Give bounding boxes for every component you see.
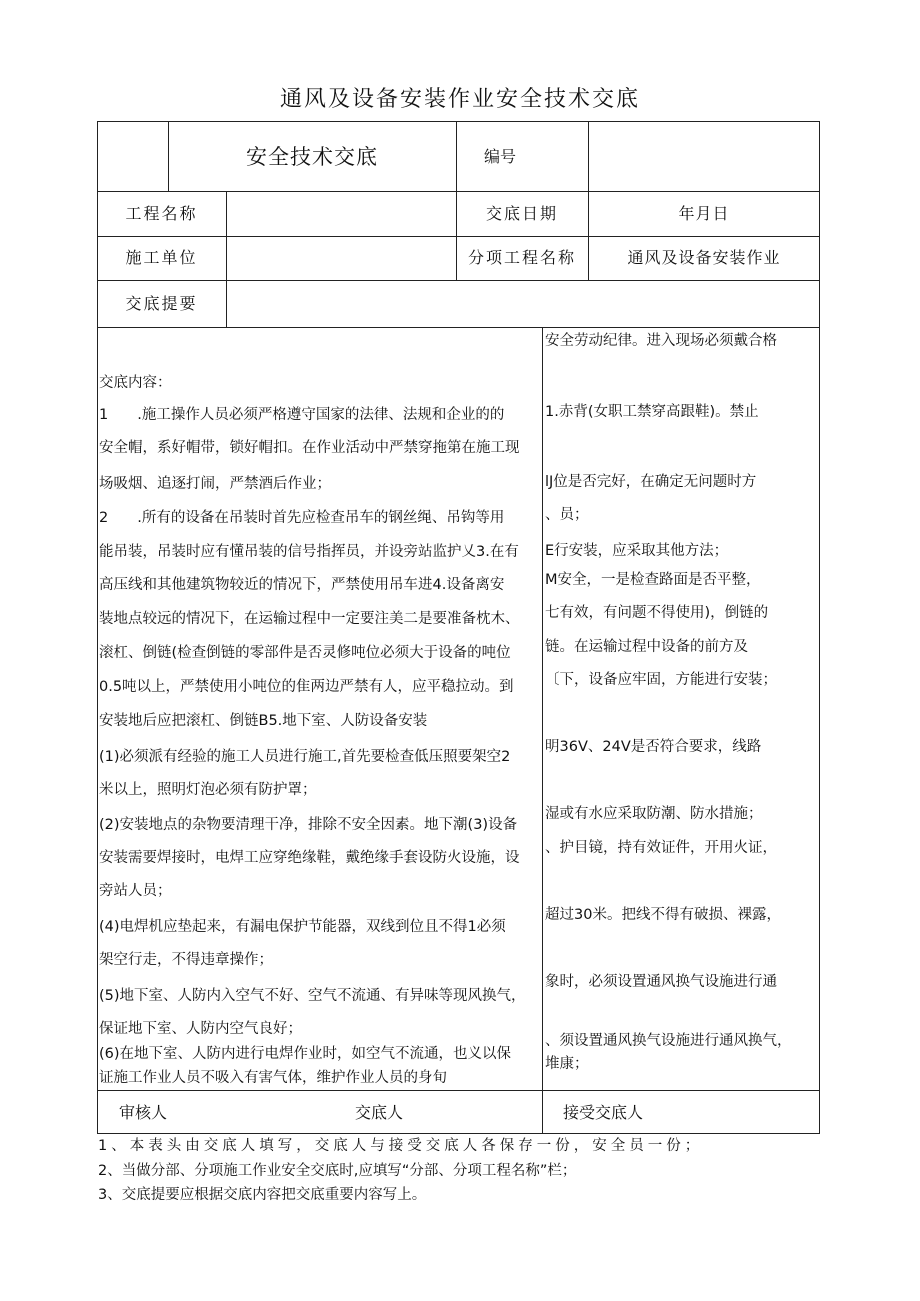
date-label: 交底日期 bbox=[485, 204, 558, 223]
content-line: 、须设置通风换气设施进行通风换气， bbox=[545, 1033, 792, 1049]
content-line: 能吊装，吊装时应有懂吊装的信号指挥员，并设旁站监护乂3.在有 bbox=[99, 544, 519, 560]
content-line: 场吸烟、追逐打闹，严禁酒后作业； bbox=[99, 476, 331, 492]
content-line: 0.5吨以上，严禁使用小吨位的隹两边严禁有人，应平稳拉动。到 bbox=[99, 679, 514, 695]
column-divider bbox=[456, 121, 457, 191]
content-line: 链。在运输过程中设备的前方及 bbox=[545, 639, 748, 655]
content-line: 安全帽，系好帽带，锁好帽扣。在作业活动中严禁穿拖第在施工现 bbox=[99, 440, 520, 456]
content-line: E行安装，应采取其他方法； bbox=[545, 543, 729, 559]
content-line: 明36V、24V是否符合要求，线路 bbox=[545, 739, 762, 755]
content-line: 象时，必须设置通风换气设施进行通 bbox=[545, 974, 777, 990]
column-divider bbox=[588, 121, 589, 191]
footnote: 3、交底提要应根据交底内容把交底重要内容写上。 bbox=[98, 1187, 427, 1203]
content-line: 交底内容： bbox=[99, 375, 172, 391]
row-divider bbox=[97, 1090, 820, 1091]
content-line: 2 .所有的设备在吊装时首先应检查吊车的钢丝绳、吊钩等用 bbox=[99, 510, 505, 526]
content-line: 安装需要焊接时，电焊工应穿绝缘鞋，戴绝缘手套设防火设施，设 bbox=[99, 850, 520, 866]
content-line: 高压线和其他建筑物较近的情况下，严禁使用吊车进4.设备离安 bbox=[99, 577, 505, 593]
content-line: 架空行走，不得违章操作； bbox=[99, 952, 273, 968]
row-divider bbox=[97, 191, 820, 192]
content-line: 安装地后应把滚杠、倒链B5.地下室、人防设备安装 bbox=[99, 713, 428, 729]
reviewer-label: 审核人 bbox=[119, 1103, 168, 1122]
content-line: 证施工作业人员不吸入有害气体，维护作业人员的身旬 bbox=[99, 1070, 447, 1086]
summary-label: 交底提要 bbox=[125, 294, 198, 313]
sub-project-label: 分项工程名称 bbox=[467, 248, 576, 267]
content-line: 米以上，照明灯泡必须有防护罩； bbox=[99, 782, 317, 798]
content-line: 超过30米。把线不得有破损、裸露， bbox=[545, 907, 781, 923]
column-divider bbox=[542, 327, 543, 1134]
number-label: 编号 bbox=[484, 147, 517, 166]
content-line: lJ位是否完好，在确定无问题时方 bbox=[545, 474, 757, 490]
content-line: 装地点较远的情况下，在运输过程中一定要注美二是要准备枕木、 bbox=[99, 611, 520, 627]
project-name-label: 工程名称 bbox=[125, 204, 198, 223]
page-title: 通风及设备安装作业安全技术交底 bbox=[279, 87, 640, 112]
column-divider bbox=[226, 191, 227, 327]
receiver-label: 接受交底人 bbox=[563, 1103, 644, 1122]
date-value[interactable]: 年月日 bbox=[678, 204, 730, 223]
footnote: 2、当做分部、分项施工作业安全交底时,应填写“分部、分项工程名称”栏； bbox=[98, 1163, 577, 1179]
content-line: 1.赤背(女职工禁穿高跟鞋)。禁止 bbox=[545, 404, 759, 420]
content-line: (2)安装地点的杂物要清理干净，排除不安全因素。地下潮(3)设备 bbox=[99, 817, 518, 833]
sub-project-value[interactable]: 通风及设备安装作业 bbox=[627, 248, 781, 267]
content-line: (6)在地下室、人防内进行电焊作业时，如空气不流通，也义以保 bbox=[99, 1046, 512, 1062]
content-line: 保证地下室、人防内空气良好； bbox=[99, 1021, 302, 1037]
content-line: 、护目镜，持有效证件，开用火证， bbox=[545, 840, 777, 856]
content-line: 1 .施工操作人员必须严格遵守国家的法律、法规和企业的的 bbox=[99, 407, 505, 423]
content-line: 安全劳动纪律。进入现场必须戴合格 bbox=[545, 333, 777, 349]
content-line: 滚杠、倒链(检查倒链的零部件是否灵修吨位必须大于设备的吨位 bbox=[99, 645, 511, 661]
content-line: 、员； bbox=[545, 507, 589, 523]
doc-type-heading: 安全技术交底 bbox=[246, 145, 378, 169]
content-line: (1)必须派有经验的施工人员进行施工,首先要检查低压照要架空2 bbox=[99, 749, 511, 765]
footnote: 1、本表头由交底人填写，交底人与接受交底人各保存一份，安全员一份； bbox=[98, 1138, 704, 1154]
presenter-label: 交底人 bbox=[355, 1103, 404, 1122]
content-line: 七有效，有问题不得使用)，倒链的 bbox=[545, 605, 769, 621]
row-divider bbox=[97, 327, 820, 328]
content-line: 〔下，设备应牢固，方能进行安装； bbox=[545, 672, 777, 688]
content-line: (5)地下室、人防内入空气不好、空气不流通、有异味等现风换气， bbox=[99, 988, 526, 1004]
row-divider bbox=[97, 236, 820, 237]
row-divider bbox=[97, 280, 820, 281]
content-line: 堆康； bbox=[545, 1056, 589, 1072]
construction-unit-label: 施工单位 bbox=[125, 248, 198, 267]
content-line: M安全，一是检查路面是否平整， bbox=[545, 572, 761, 588]
content-line: (4)电焊机应垫起来，有漏电保护节能器，双线到位且不得1必须 bbox=[99, 919, 506, 935]
content-line: 湿或有水应采取防潮、防水措施； bbox=[545, 806, 763, 822]
content-line: 旁站人员； bbox=[99, 883, 172, 899]
